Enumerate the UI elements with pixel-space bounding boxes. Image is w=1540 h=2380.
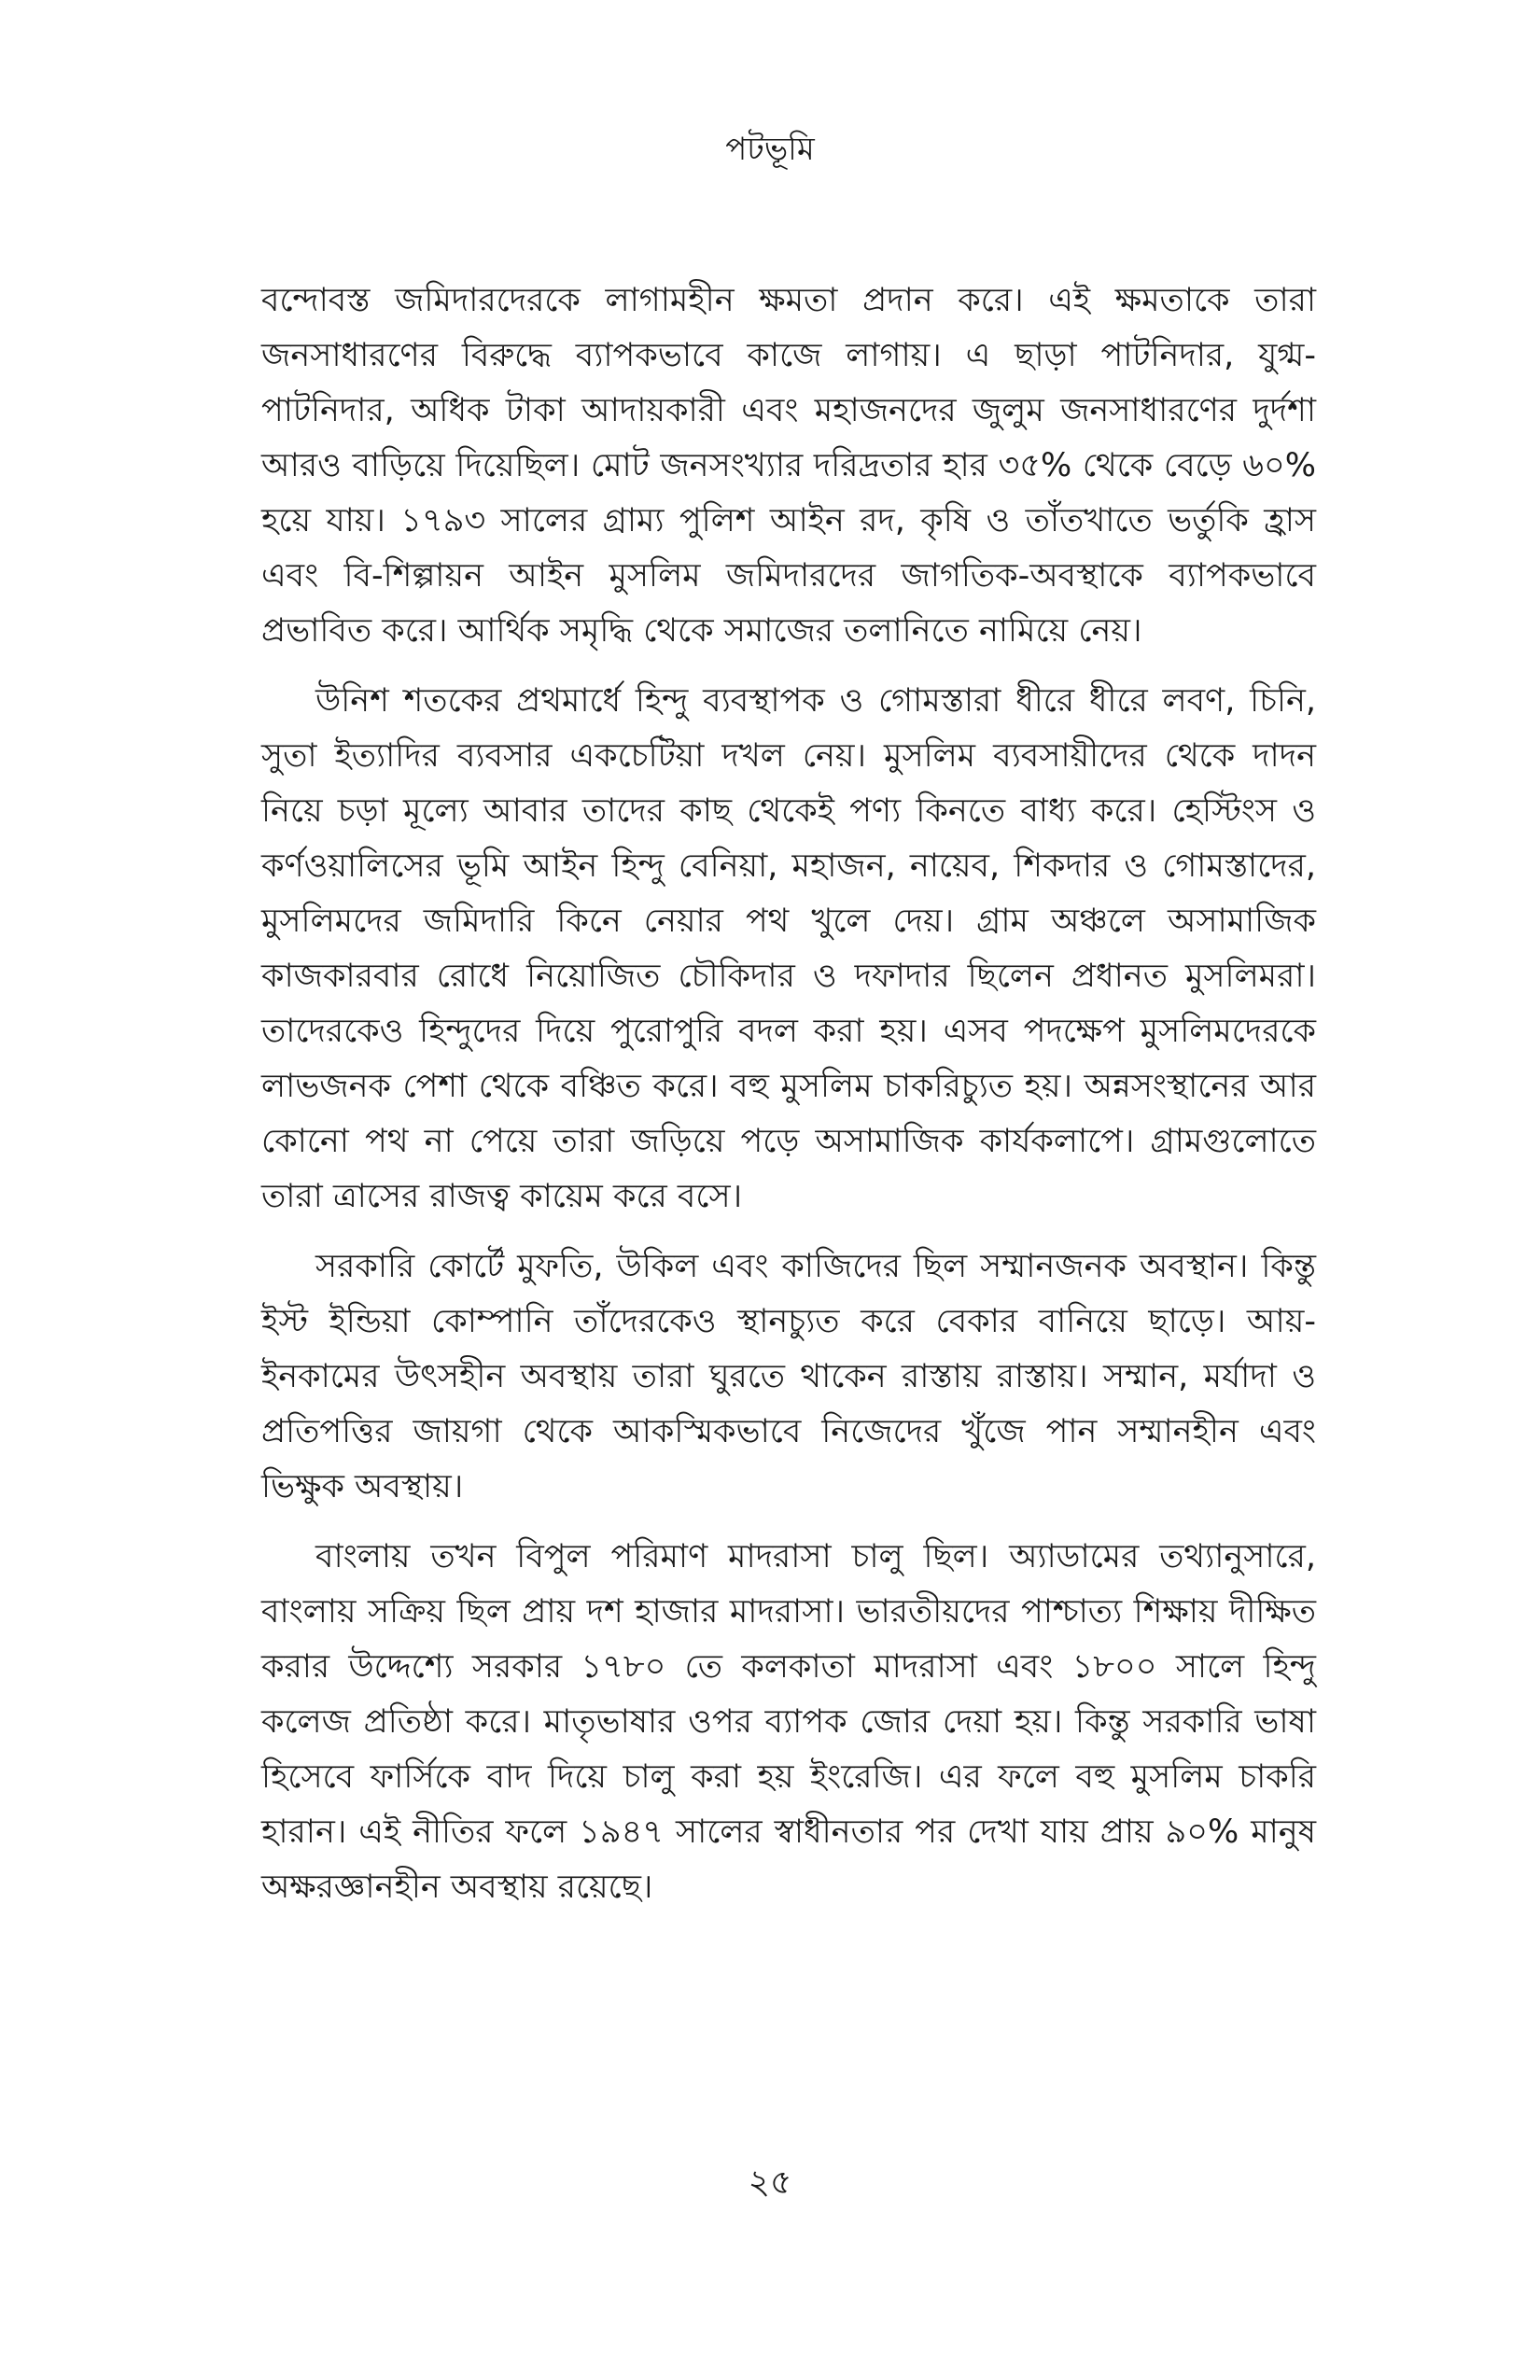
paragraph: বাংলায় তখন বিপুল পরিমাণ মাদরাসা চালু ছিল। অ্যাডামের তথ্যানুসারে, বাংলায় সক্রিয় ছিল প্রায় দশ হাজার মাদরাসা। ভারতীয়দের পাশ্চাত্য শিক্ষায় দীক্ষিত করার উদ্দেশ্যে সরকার ১৭৮০ তে কলকাতা মাদরাসা এবং ১৮০০ সালে হিন্দু কলেজ প্রতিষ্ঠা করে। মাতৃভাষার ওপর ব্যাপক জোর দেয়া হয়। কিন্তু সরকারি ভাষা হিসেবে ফার্সিকে বাদ দিয়ে চালু করা হয় ইংরেজি। এর ফলে বহু মুসলিম চাকরি হারান। এই নীতির ফলে ১৯৪৭ সালের স্বাধীনতার পর দেখা যায় প্রায় ৯০% মানুষ অক্ষরজ্ঞানহীন অবস্থায় রয়েছে। (261, 1538, 1316, 1906)
page-number: ২৫ (748, 2163, 792, 2202)
body-text (261, 273, 1316, 1930)
paragraph: বন্দোবস্ত জমিদারদেরকে লাগামহীন ক্ষমতা প্রদান করে। এই ক্ষমতাকে তারা জনসাধারণের বিরুদ্ধে ব্যাপকভাবে কাজে লাগায়। এ ছাড়া পাটনিদার, যুগ্ম-পাটনিদার, অধিক টাকা আদায়কারী এবং মহাজনদের জুলুম জনসাধারণের দুর্দশা আরও বাড়িয়ে দিয়েছিল। মোট জনসংখ্যার দরিদ্রতার হার ৩৫% থেকে বেড়ে ৬০% হয়ে যায়। ১৭৯৩ সালের গ্রাম্য পুলিশ আইন রদ, কৃষি ও তাঁতখাতে ভর্তুকি হ্রাস এবং বি-শিল্পায়ন আইন মুসলিম জমিদারদের জাগতিক-অবস্থাকে ব্যাপকভাবে প্রভাবিত করে। আর্থিক সমৃদ্ধি থেকে সমাজের তলানিতে নামিয়ে নেয়। (261, 282, 1316, 650)
paragraph: সরকারি কোর্টে মুফতি, উকিল এবং কাজিদের ছিল সম্মানজনক অবস্থান। কিন্তু ইস্ট ইন্ডিয়া কোম্পানি তাঁদেরকেও স্থানচ্যুত করে বেকার বানিয়ে ছাড়ে। আয়-ইনকামের উৎসহীন অবস্থায় তারা ঘুরতে থাকেন রাস্তায় রাস্তায়। সম্মান, মর্যাদা ও প্রতিপত্তির জায়গা থেকে আকস্মিকভাবে নিজেদের খুঁজে পান সম্মানহীন এবং ভিক্ষুক অবস্থায়। (261, 1248, 1316, 1505)
running-head: পটভূমি (725, 131, 815, 168)
paragraph: উনিশ শতকের প্রথমার্ধে হিন্দু ব্যবস্থাপক ও গোমস্তারা ধীরে ধীরে লবণ, চিনি, সুতা ইত্যাদির ব্যবসার একচেটিয়া দখল নেয়। মুসলিম ব্যবসায়ীদের থেকে দাদন নিয়ে চড়া মূল্যে আবার তাদের কাছ থেকেই পণ্য কিনতে বাধ্য করে। হেস্টিংস ও কর্ণওয়ালিসের ভূমি আইন হিন্দু বেনিয়া, মহাজন, নায়েব, শিকদার ও গোমস্তাদের, মুসলিমদের জমিদারি কিনে নেয়ার পথ খুলে দেয়। গ্রাম অঞ্চলে অসামাজিক কাজকারবার রোধে নিয়োজিত চৌকিদার ও দফাদার ছিলেন প্রধানত মুসলিমরা। তাদেরকেও হিন্দুদের দিয়ে পুরোপুরি বদল করা হয়। এসব পদক্ষেপ মুসলিমদেরকে লাভজনক পেশা থেকে বঞ্চিত করে। বহু মুসলিম চাকরিচ্যুত হয়। অন্নসংস্থানের আর কোনো পথ না পেয়ে তারা জড়িয়ে পড়ে অসামাজিক কার্যকলাপে। গ্রামগুলোতে তারা ত্রাসের রাজত্ব কায়েম করে বসে। (261, 682, 1317, 1215)
